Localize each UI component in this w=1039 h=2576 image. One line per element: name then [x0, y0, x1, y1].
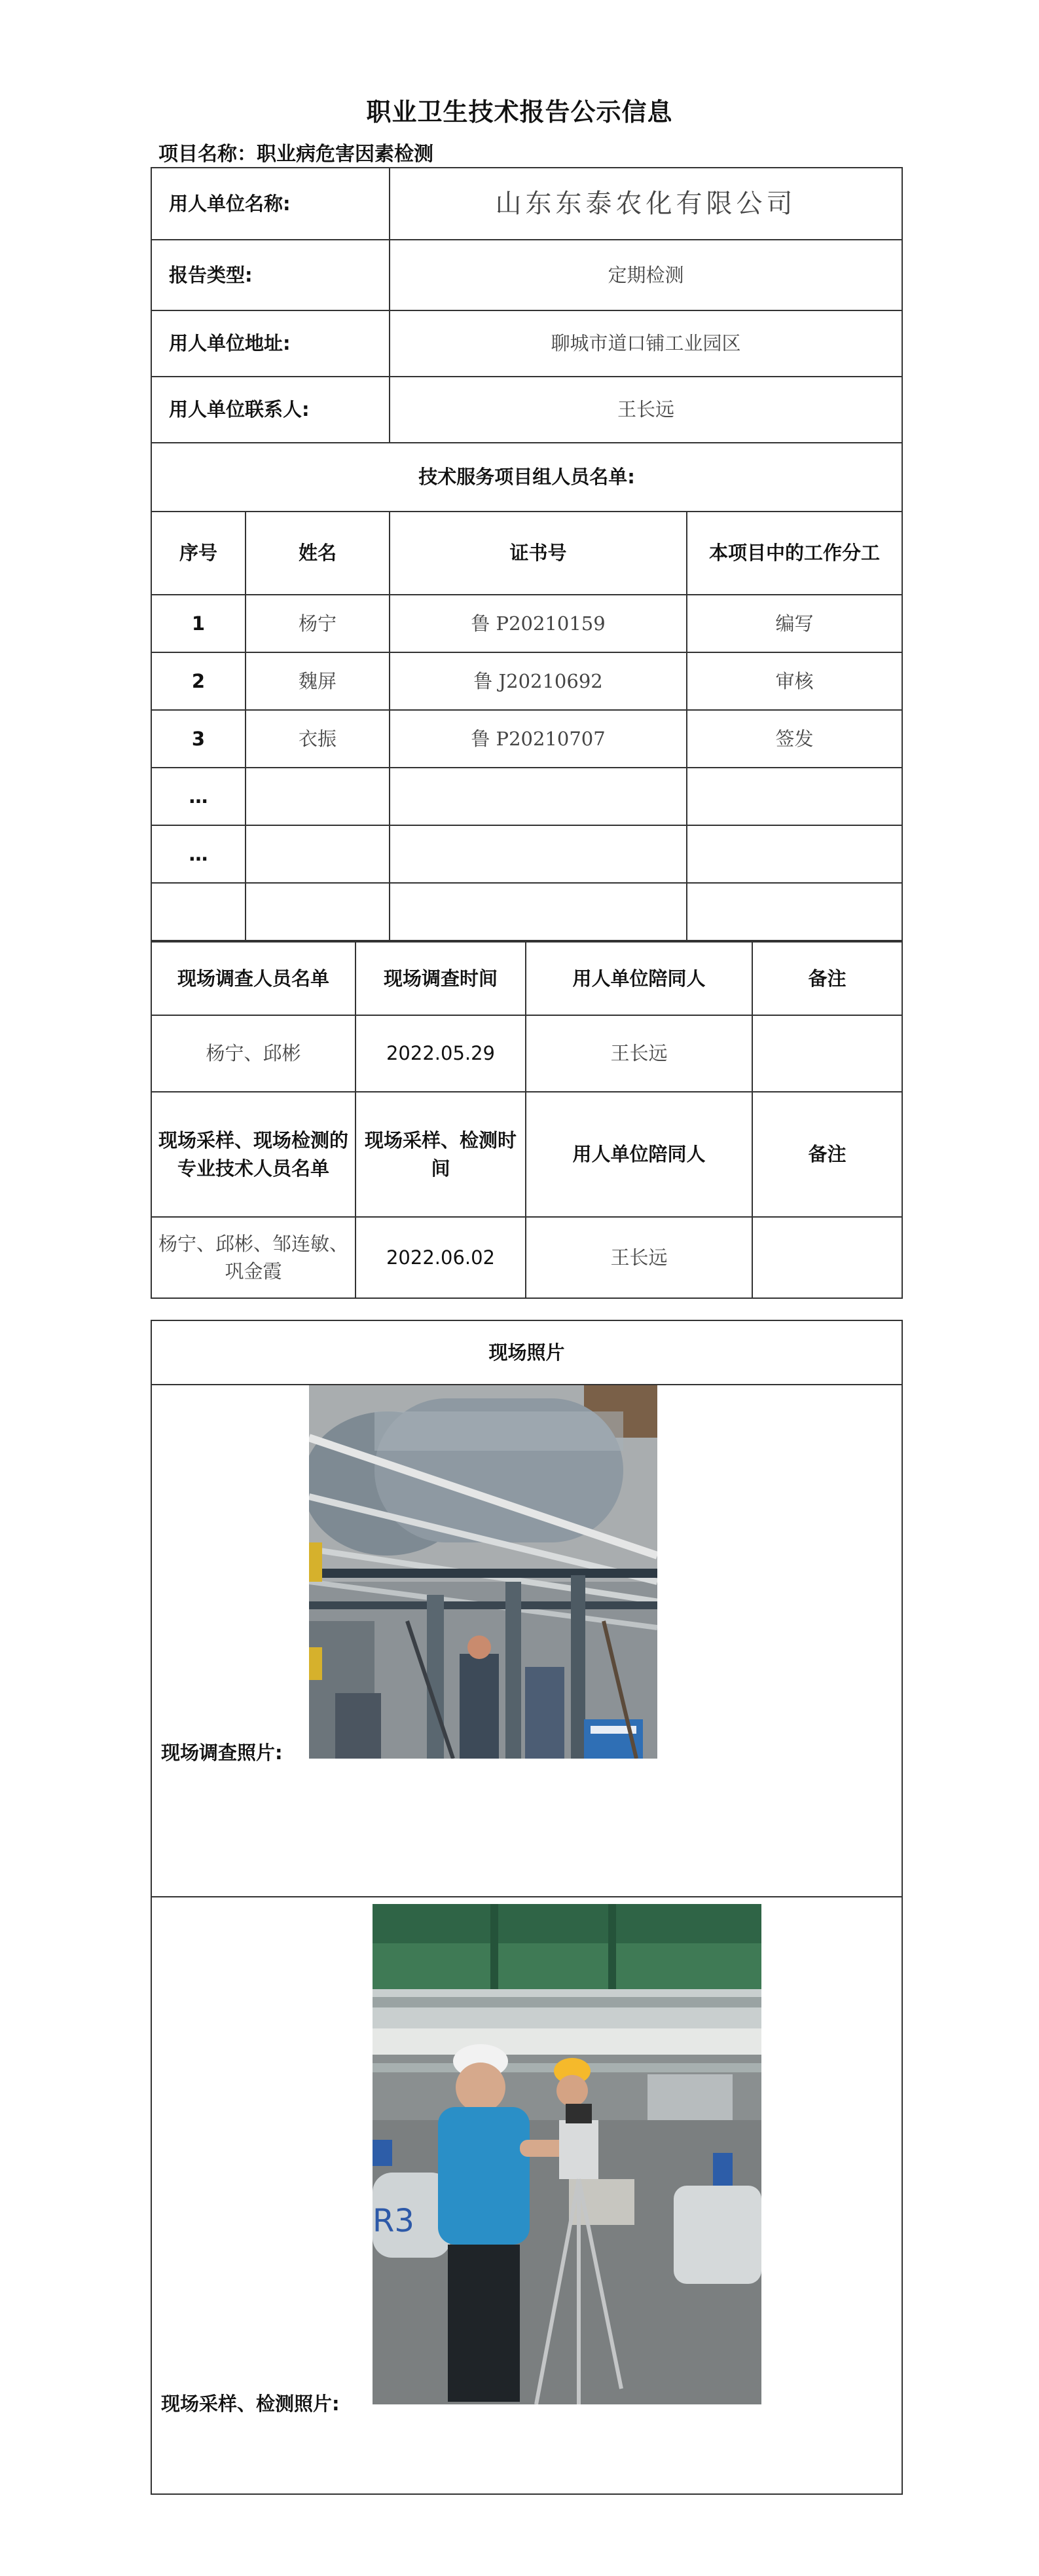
survey-date: 2022.05.29 — [355, 1015, 526, 1092]
team-cell-role — [687, 883, 902, 941]
address-row — [151, 310, 902, 377]
sampling-header-time: 现场采样、检测时间 — [355, 1092, 526, 1217]
team-cell-name: 杨宁 — [246, 595, 390, 652]
team-header-row — [151, 512, 902, 595]
contact-label: 用人单位联系人: — [151, 377, 390, 443]
team-cell-name — [246, 883, 390, 941]
team-heading-row — [151, 443, 902, 512]
survey-header-escort: 用人单位陪同人 — [526, 942, 752, 1015]
team-cell-name: 魏屏 — [246, 652, 390, 710]
address-value: 聊城市道口铺工业园区 — [390, 310, 902, 377]
survey-photo-cell — [151, 1385, 902, 1897]
sampling-date: 2022.06.02 — [355, 1217, 526, 1298]
team-cell-role — [687, 768, 902, 825]
survey-escort: 王长远 — [526, 1015, 752, 1092]
project-name-value: 职业病危害因素检测 — [257, 143, 433, 166]
survey-sampling-table — [151, 941, 903, 1299]
team-cell-cert: 鲁 P20210707 — [390, 710, 687, 768]
survey-header-row — [151, 942, 902, 1015]
employer-row — [151, 168, 902, 240]
team-cell-cert — [390, 825, 687, 883]
document-title: 职业卫生技术报告公示信息 — [366, 98, 673, 126]
svg-text:R3: R3 — [373, 2203, 414, 2239]
team-header-role: 本项目中的工作分工 — [687, 512, 902, 595]
survey-header-staff: 现场调查人员名单 — [151, 942, 355, 1015]
employer-value: 山东东泰农化有限公司 — [390, 168, 902, 240]
team-cell-role — [687, 825, 902, 883]
sampling-photo-row — [151, 1897, 902, 2494]
project-name-line — [158, 138, 433, 166]
employer-label: 用人单位名称: — [151, 168, 390, 240]
contact-row — [151, 377, 902, 443]
team-row — [151, 652, 902, 710]
team-cell-name: 衣振 — [246, 710, 390, 768]
sampling-header-row — [151, 1092, 902, 1217]
team-cell-cert — [390, 768, 687, 825]
contact-value: 王长远 — [390, 377, 902, 443]
sampling-header-remark: 备注 — [752, 1092, 902, 1217]
team-row — [151, 595, 902, 652]
report-info-table — [151, 167, 903, 941]
sampling-site-photo — [373, 1904, 761, 2404]
team-cell-name — [246, 825, 390, 883]
survey-photo-row — [151, 1385, 902, 1897]
team-cell-index: … — [151, 825, 246, 883]
sampling-photo-cell — [151, 1897, 902, 2494]
team-cell-index: 1 — [151, 595, 246, 652]
survey-header-time: 现场调查时间 — [355, 942, 526, 1015]
survey-photo-label: 现场调查照片: — [161, 1742, 283, 1764]
survey-remark — [752, 1015, 902, 1092]
team-cell-role: 签发 — [687, 710, 902, 768]
report-type-label: 报告类型: — [151, 240, 390, 310]
sampling-remark — [752, 1217, 902, 1298]
team-row — [151, 825, 902, 883]
team-cell-role: 审核 — [687, 652, 902, 710]
photos-heading-row — [151, 1320, 902, 1385]
survey-row — [151, 1015, 902, 1092]
team-cell-name — [246, 768, 390, 825]
team-cell-index: 3 — [151, 710, 246, 768]
report-type-value: 定期检测 — [390, 240, 902, 310]
address-label: 用人单位地址: — [151, 310, 390, 377]
sampling-escort: 王长远 — [526, 1217, 752, 1298]
team-cell-cert: 鲁 J20210692 — [390, 652, 687, 710]
team-header-name: 姓名 — [246, 512, 390, 595]
sampling-staff: 杨宁、邱彬、邹连敏、巩金霞 — [151, 1217, 355, 1298]
sampling-row — [151, 1217, 902, 1298]
team-header-index: 序号 — [151, 512, 246, 595]
survey-header-remark: 备注 — [752, 942, 902, 1015]
sampling-photo-label: 现场采样、检测照片: — [161, 2393, 340, 2415]
team-cell-cert: 鲁 P20210159 — [390, 595, 687, 652]
project-name-label: 项目名称： — [158, 143, 257, 166]
sampling-header-escort: 用人单位陪同人 — [526, 1092, 752, 1217]
site-photos-table — [151, 1320, 903, 2495]
photos-heading: 现场照片 — [151, 1320, 902, 1385]
survey-staff: 杨宁、邱彬 — [151, 1015, 355, 1092]
team-row — [151, 883, 902, 941]
team-cell-index — [151, 883, 246, 941]
team-cell-role: 编写 — [687, 595, 902, 652]
survey-site-photo — [309, 1385, 657, 1759]
report-type-row — [151, 240, 902, 310]
team-cell-index: 2 — [151, 652, 246, 710]
sampling-header-staff: 现场采样、现场检测的专业技术人员名单 — [151, 1092, 355, 1217]
team-heading: 技术服务项目组人员名单: — [151, 443, 902, 512]
team-cell-cert — [390, 883, 687, 941]
team-row — [151, 710, 902, 768]
team-row — [151, 768, 902, 825]
team-header-cert: 证书号 — [390, 512, 687, 595]
team-cell-index: … — [151, 768, 246, 825]
